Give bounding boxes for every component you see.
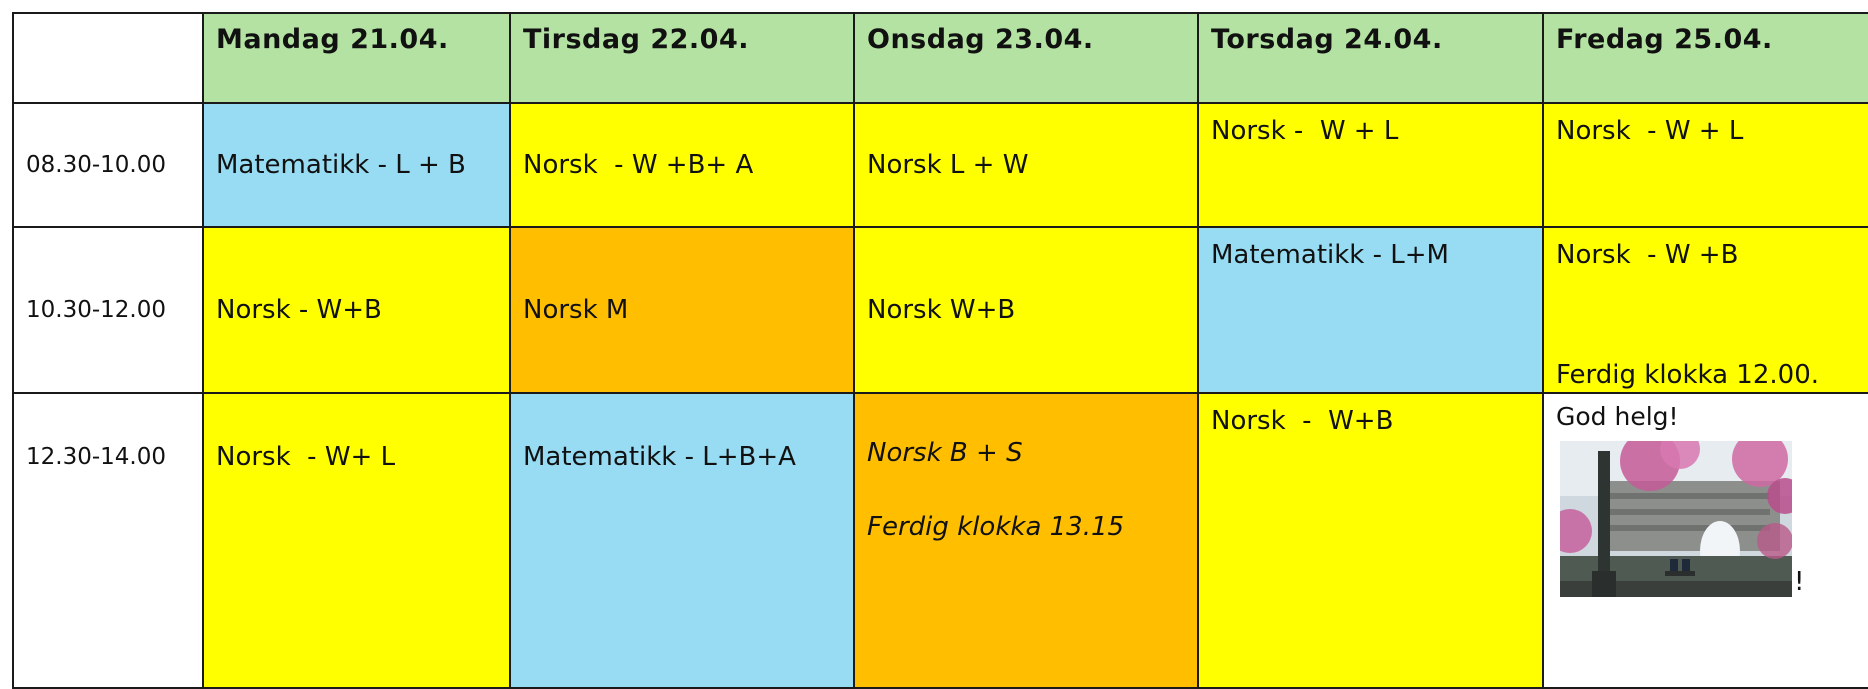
lesson-cell-thu-2	[1198, 227, 1543, 393]
time-row-3	[13, 393, 1868, 688]
lesson-text: Norsk W+B	[867, 295, 1016, 325]
lesson-cell-mon-3	[203, 393, 510, 688]
weekly-schedule-table	[12, 12, 1868, 689]
lesson-cell-thu-3	[1198, 393, 1543, 688]
friday-end-note: Ferdig klokka 12.00.	[1556, 360, 1819, 390]
lesson-text: Norsk M	[523, 295, 629, 325]
lesson-cell-thu-1	[1198, 103, 1543, 227]
day-header-wednesday: Onsdag 23.04.	[854, 13, 1198, 103]
lesson-cell-fri-2	[1543, 227, 1868, 393]
time-slot-label: 08.30-10.00	[13, 103, 203, 227]
lesson-cell-wed-1	[854, 103, 1198, 227]
day-header-thursday: Torsdag 24.04.	[1198, 13, 1543, 103]
lesson-cell-mon-2	[203, 227, 510, 393]
wednesday-end-note: Ferdig klokka 13.15	[867, 512, 1125, 542]
day-header-monday: Mandag 21.04.	[203, 13, 510, 103]
day-header-tuesday: Tirsdag 22.04.	[510, 13, 854, 103]
lesson-text: Norsk - W+B	[1211, 406, 1394, 436]
time-slot-label: 10.30-12.00	[13, 227, 203, 393]
lesson-text: Matematikk - L + B	[216, 150, 466, 180]
lesson-cell-mon-1	[203, 103, 510, 227]
lesson-text: Norsk - W+B	[216, 295, 382, 325]
time-slot-label: 12.30-14.00	[13, 393, 203, 688]
corner-cell	[13, 13, 203, 103]
header-row	[13, 13, 1868, 103]
lesson-text: Norsk - W + L	[1211, 116, 1399, 146]
lesson-text: Norsk - W+ L	[216, 442, 396, 472]
lesson-cell-fri-3	[1543, 393, 1868, 688]
lesson-text: Matematikk - L+B+A	[523, 442, 796, 472]
time-row-1	[13, 103, 1868, 227]
park-photo	[1560, 441, 1792, 597]
lesson-cell-tue-1	[510, 103, 854, 227]
lesson-text: Norsk - W + L	[1556, 116, 1744, 146]
lesson-cell-wed-2	[854, 227, 1198, 393]
lesson-text: Norsk L + W	[867, 150, 1029, 180]
greeting-text: God helg!	[1556, 402, 1679, 431]
lesson-cell-tue-2	[510, 227, 854, 393]
lesson-text: Norsk B + S	[867, 438, 1023, 468]
lesson-text: Norsk - W +B+ A	[523, 150, 754, 180]
lesson-text: Matematikk - L+M	[1211, 240, 1449, 270]
time-row-2	[13, 227, 1868, 393]
lesson-cell-tue-3	[510, 393, 854, 688]
lesson-cell-fri-1	[1543, 103, 1868, 227]
exclamation-mark: !	[1794, 567, 1805, 597]
lesson-cell-wed-3	[854, 393, 1198, 688]
lesson-text: Norsk - W +B	[1556, 240, 1739, 270]
day-header-friday: Fredag 25.04.	[1543, 13, 1868, 103]
